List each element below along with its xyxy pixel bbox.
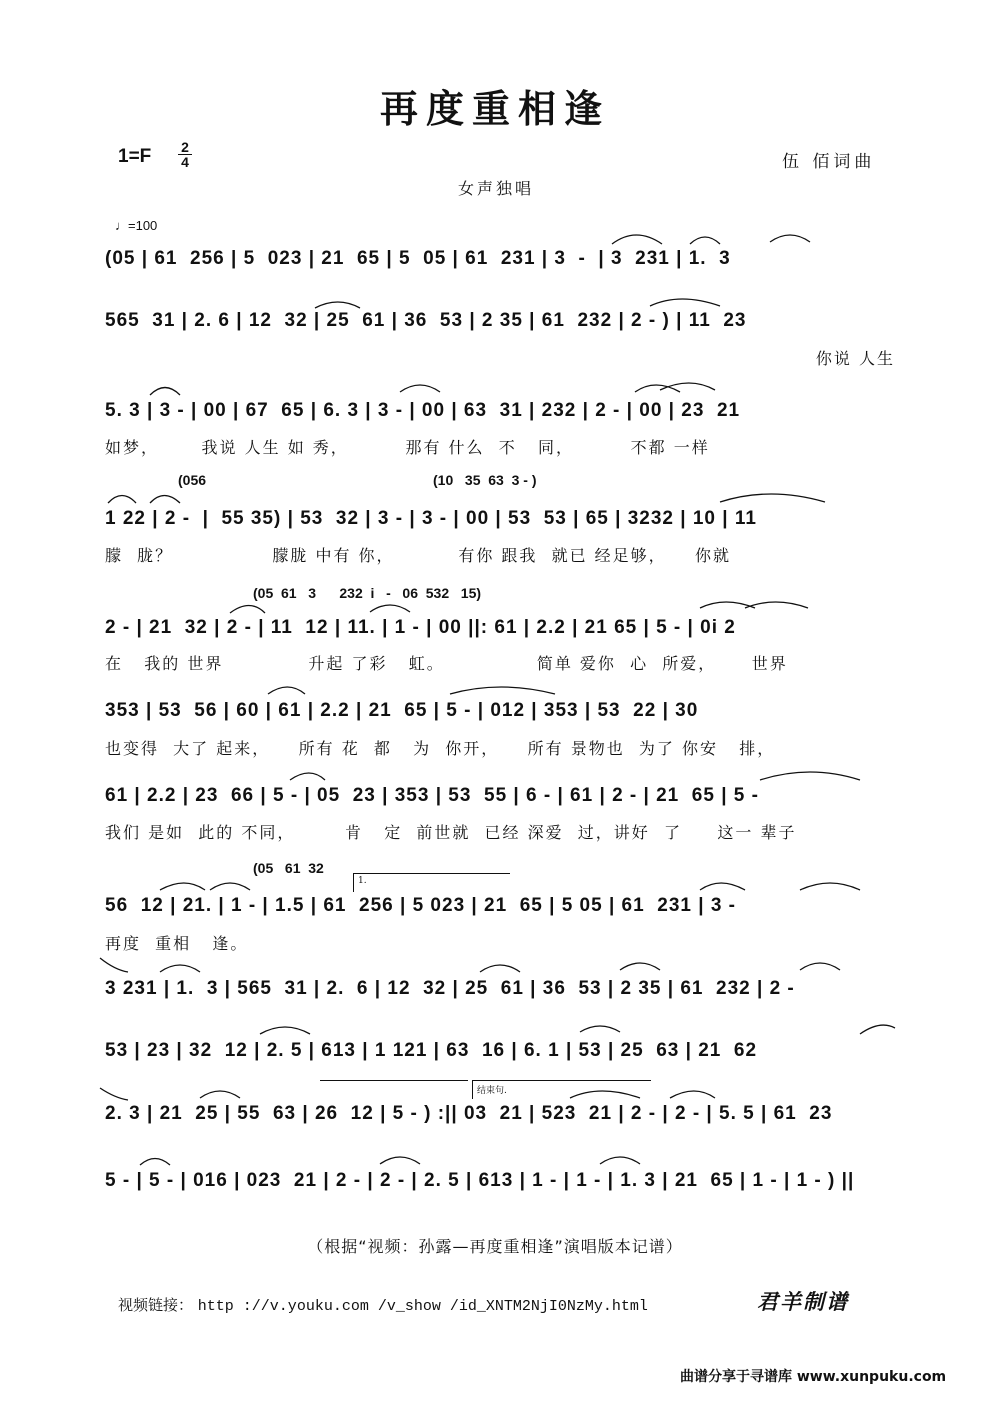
- system-9-notes: 3 231 | 1. 3 | 565 31 | 2. 6 | 12 32 | 25 61 | 36 53 | 2 35 | 61 232 | 2 -: [105, 978, 795, 999]
- site-footer[interactable]: 曲谱分享于寻谱库 www.xunpuku.com: [680, 1369, 947, 1385]
- score-system-12: [105, 1170, 895, 1200]
- system-3-notes: 5. 3 | 3 - | 00 | 67 65 | 6. 3 | 3 - | 00 | 63 31 | 232 | 2 - | 00 | 23 21: [105, 400, 741, 421]
- system-4-lyrics: 朦 胧？ 朦胧 中有 你， 有你 跟我 就已 经足够， 你就: [105, 546, 732, 565]
- video-link-label: 视频链接：: [118, 1296, 194, 1314]
- score-system-8: [105, 895, 895, 925]
- composer-credit: 伍 佰词曲: [782, 152, 876, 172]
- repeat-bracket: [320, 1080, 468, 1099]
- system-2-lyrics: 你说 人生: [815, 349, 895, 368]
- score-system-2: [105, 310, 895, 340]
- system-5-notes: 2 - | 21 32 | 2 - | 11 12 | 11. | 1 - | 00 ||: 61 | 2.2 | 21 65 | 5 - | 0i 2: [105, 617, 736, 638]
- system-7-lyrics: 我们 是如 此的 不同， 肯 定 前世就 已经 深爱 过，讲好 了 这一 辈子: [105, 823, 797, 842]
- system-8-lyrics: 再度 重相 逢。: [105, 934, 249, 953]
- tempo-marking: ♩=100: [115, 218, 158, 233]
- overlay-fill-4: (05 61 32: [253, 860, 324, 876]
- system-2-notes: 565 31 | 2. 6 | 12 32 | 25 61 | 36 53 | 2 35 | 61 232 | 2 - ) | 11 23: [105, 310, 747, 331]
- score-system-1: [105, 248, 895, 278]
- system-11-notes: 2. 3 | 21 25 | 55 63 | 26 12 | 5 - ) :|| 03 21 | 523 21 | 2 - | 2 - | 5. 5 | 61 23: [105, 1103, 833, 1124]
- video-link-row: [118, 1294, 648, 1315]
- meter-denominator: 4: [181, 154, 189, 170]
- score-system-4: [105, 508, 895, 538]
- score-system-7: [105, 785, 895, 815]
- system-10-notes: 53 | 23 | 32 12 | 2. 5 | 613 | 1 121 | 63 16 | 6. 1 | 53 | 25 63 | 21 62: [105, 1040, 758, 1061]
- overlay-fill-1: (056: [178, 472, 207, 488]
- score-system-11: [105, 1103, 895, 1133]
- source-note: （根据“视频：孙露—再度重相逢”演唱版本记谱）: [307, 1237, 683, 1256]
- coda-bracket: [472, 1080, 651, 1099]
- coda-label: 结束句.: [477, 1086, 507, 1096]
- score-system-10: [105, 1040, 895, 1070]
- score-system-9: [105, 978, 895, 1008]
- key-signature: 1=F: [118, 146, 152, 167]
- first-ending-bracket: [353, 873, 510, 892]
- overlay-fill-2: (10 35 63 3 - ): [433, 472, 537, 488]
- performance-note: 女声独唱: [458, 179, 535, 198]
- system-6-lyrics: 也变得 大了 起来， 所有 花 都 为 你开， 所有 景物也 为了 你安 排，: [105, 739, 776, 758]
- video-link-url[interactable]: http ://v.youku.com /v_show /id_XNTM2NjI0NzMy.html: [197, 1298, 648, 1315]
- system-1-notes: (05 | 61 256 | 5 023 | 21 65 | 5 05 | 61 231 | 3 - | 3 231 | 1. 3: [105, 248, 731, 269]
- overlay-fill-3: (05 61 3 232 i - 06 532 15): [253, 585, 482, 601]
- system-5-lyrics: 在 我的 世界 升起 了彩 虹。 简单 爱你 心 所爱， 世界: [105, 654, 788, 673]
- score-title: 再度重相逢: [379, 86, 610, 131]
- time-signature: [178, 140, 192, 169]
- arranger-signature: 君羊制谱: [757, 1289, 849, 1314]
- score-system-6: [105, 700, 895, 730]
- system-7-notes: 61 | 2.2 | 23 66 | 5 - | 05 23 | 353 | 53 55 | 6 - | 61 | 2 - | 21 65 | 5 -: [105, 785, 759, 806]
- score-system-5: [105, 617, 895, 647]
- system-6-notes: 353 | 53 56 | 60 | 61 | 2.2 | 21 65 | 5 - | 012 | 353 | 53 22 | 30: [105, 700, 699, 721]
- meter-numerator: 2: [178, 140, 192, 155]
- system-4-notes: 1 22 | 2 - | 55 35) | 53 32 | 3 - | 3 - | 00 | 53 53 | 65 | 3232 | 10 | 11: [105, 508, 757, 529]
- system-12-notes: 5 - | 5 - | 016 | 023 21 | 2 - | 2 - | 2. 5 | 613 | 1 - | 1 - | 1. 3 | 21 65 | 1 - | 1 - ) ||: [105, 1170, 855, 1191]
- score-system-3: [105, 400, 895, 430]
- system-3-lyrics: 如梦， 我说 人生 如 秀， 那有 什么 不 同， 不都 一样: [105, 438, 710, 457]
- system-8-notes: 56 12 | 21. | 1 - | 1.5 | 61 256 | 5 023 | 21 65 | 5 05 | 61 231 | 3 -: [105, 895, 736, 916]
- first-ending-label: 1.: [358, 876, 367, 886]
